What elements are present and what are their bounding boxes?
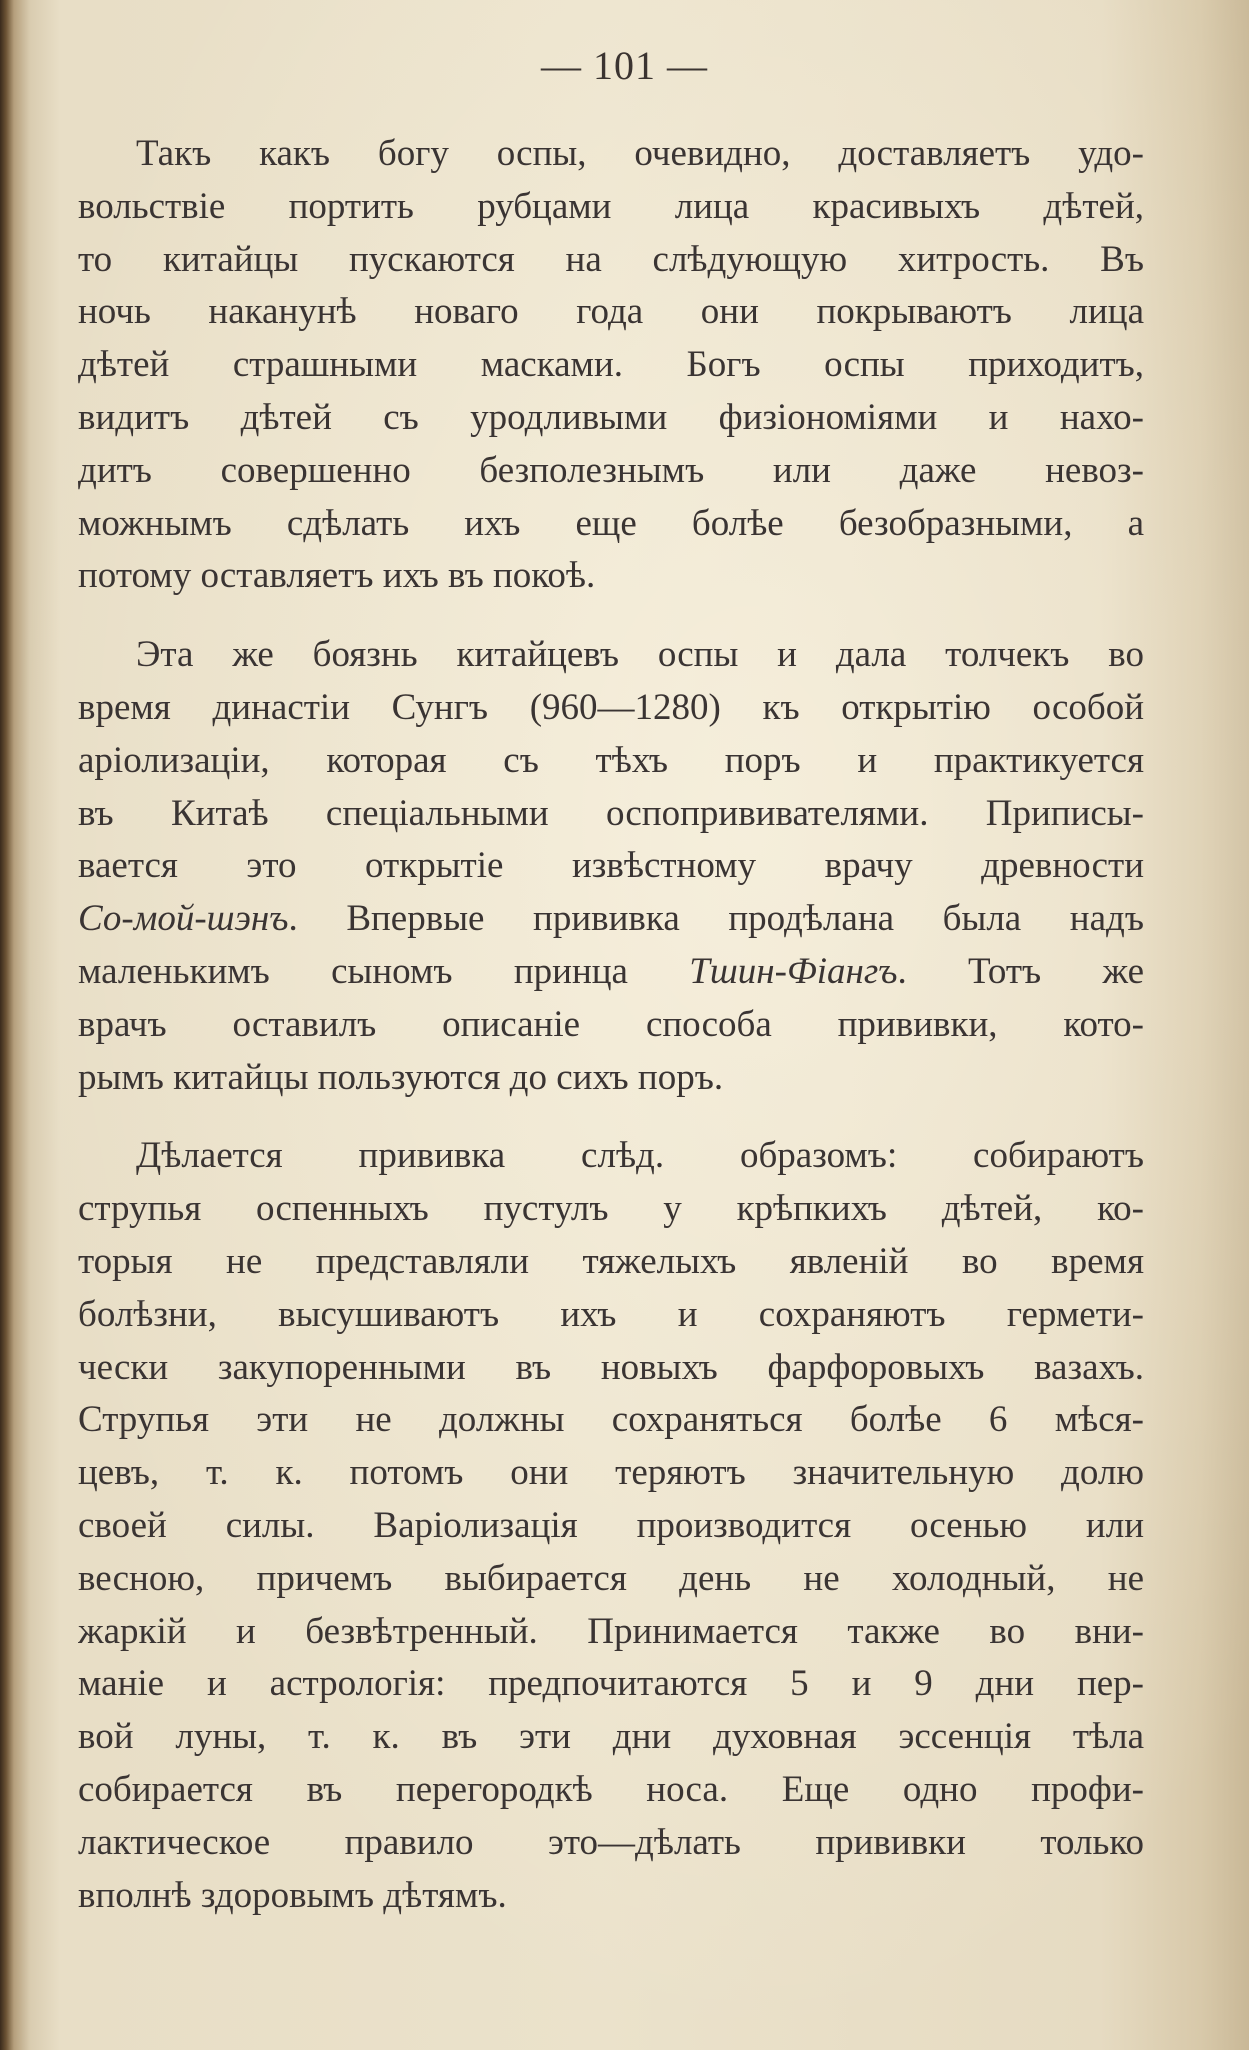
text-line: болѣзни, высушиваютъ ихъ и сохраняютъ гермети-: [78, 1293, 1144, 1335]
text-line: дѣтей страшными масками. Богъ оспы приходитъ,: [78, 344, 1144, 386]
text-fragment: . Тотъ же: [897, 950, 1144, 992]
text-line: вполнѣ здоровымъ дѣтямъ.: [78, 1874, 507, 1916]
text-fragment: . Впервые прививка продѣлана была надъ: [288, 898, 1144, 940]
text-line: видитъ дѣтей съ уродливыми физіономіями и нахо-: [78, 396, 1144, 438]
paragraph-2: [78, 629, 1144, 1104]
text-line: жаркій и безвѣтренный. Принимается также во вни-: [78, 1610, 1144, 1652]
text-line: чески закупоренными въ новыхъ фарфоровыхъ вазахъ.: [78, 1346, 1144, 1388]
text-line: вается это открытіе извѣстному врачу древности: [78, 845, 1144, 887]
text-fragment: маленькимъ сыномъ принца: [78, 950, 690, 992]
text-line: струпья оспенныхъ пустулъ у крѣпкихъ дѣтей, ко-: [78, 1188, 1144, 1230]
text-line: дитъ совершенно безполезнымъ или даже невоз-: [78, 449, 1144, 491]
text-line: время династіи Сунгъ (960—1280) къ открытію особой: [78, 686, 1144, 728]
text-line: потому оставляетъ ихъ въ покоѣ.: [78, 555, 596, 597]
text-line: весною, причемъ выбирается день не холодный, не: [78, 1557, 1144, 1599]
text-line: рымъ китайцы пользуются до сихъ поръ.: [78, 1056, 724, 1098]
text-line: [78, 893, 1144, 946]
text-line: лактическое правило это—дѣлать прививки только: [78, 1821, 1144, 1863]
body-text: [78, 128, 1144, 1922]
text-line: маніе и астрологія: предпочитаются 5 и 9 дни пер-: [78, 1663, 1144, 1705]
italic-name: Со-мой-шэнъ: [78, 898, 289, 940]
text-line: [78, 946, 1144, 999]
text-line: Дѣлается прививка слѣд. образомъ: собираютъ: [136, 1135, 1144, 1177]
text-line: ночь наканунѣ новаго года они покрываютъ лица: [78, 291, 1144, 333]
paragraph-3: [78, 1130, 1144, 1922]
text-line: можнымъ сдѣлать ихъ еще болѣе безобразными, а: [78, 502, 1144, 544]
paragraph-1: [78, 128, 1144, 603]
text-line: врачъ оставилъ описаніе способа прививки, кото-: [78, 1003, 1144, 1045]
text-line: Такъ какъ богу оспы, очевидно, доставляетъ удо-: [136, 133, 1144, 174]
text-line: въ Китаѣ спеціальными оспопрививателями. Приписы-: [78, 792, 1144, 834]
text-line: аріолизаціи, которая съ тѣхъ поръ и практикуется: [78, 739, 1144, 781]
text-line: вой луны, т. к. въ эти дни духовная эссенція тѣла: [78, 1716, 1144, 1758]
text-line: Эта же боязнь китайцевъ оспы и дала толчекъ во: [136, 634, 1144, 676]
text-line: вольствіе портить рубцами лица красивыхъ дѣтей,: [78, 185, 1144, 227]
text-line: то китайцы пускаются на слѣдующую хитрость. Въ: [78, 238, 1144, 280]
text-line: Струпья эти не должны сохраняться болѣе 6 мѣся-: [78, 1399, 1144, 1441]
text-line: торыя не представляли тяжелыхъ явленій во время: [78, 1240, 1144, 1282]
text-line: цевъ, т. к. потомъ они теряютъ значительную долю: [78, 1452, 1144, 1494]
text-line: своей силы. Варіолизація производится осенью или: [78, 1504, 1144, 1546]
text-line: собирается въ перегородкѣ носа. Еще одно профи-: [78, 1768, 1144, 1810]
page-number: — 101 —: [541, 43, 708, 88]
italic-name: Тшин-Фіангъ: [689, 950, 898, 992]
